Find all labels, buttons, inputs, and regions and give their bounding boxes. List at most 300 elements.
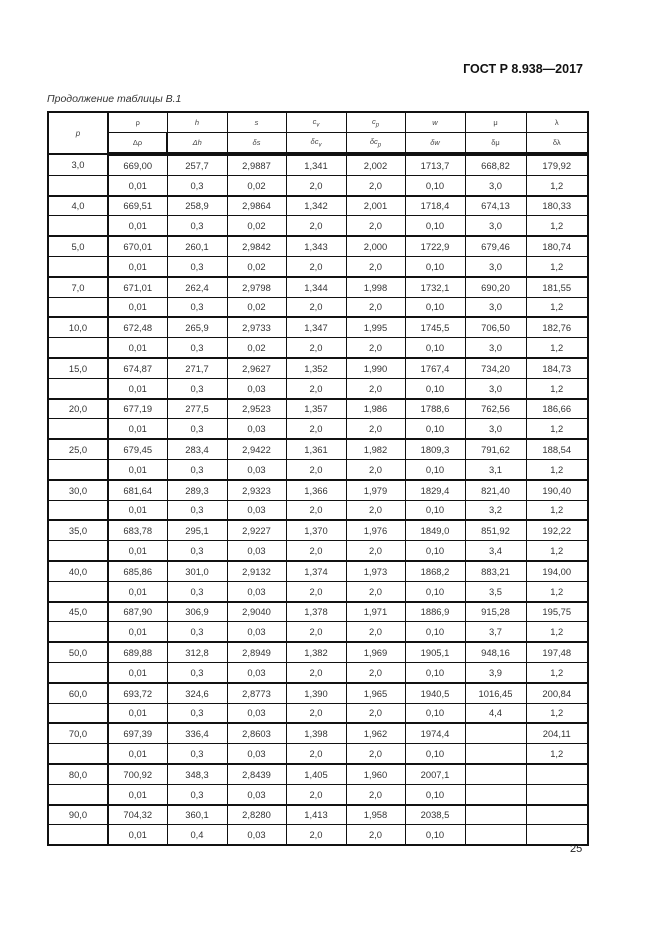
uncertainty-cell: 0,03 (227, 825, 286, 845)
uncertainty-cell: 1,2 (526, 216, 588, 236)
value-cell: 295,1 (167, 520, 227, 540)
uncertainty-cell: 2,0 (346, 419, 405, 439)
value-cell: 1,990 (346, 358, 405, 378)
value-cell: 336,4 (167, 723, 227, 743)
uncertainty-cell: 0,3 (167, 581, 227, 601)
uncertainty-cell: 3,1 (465, 459, 526, 479)
document-code: ГОСТ Р 8.938—2017 (463, 62, 583, 76)
uncertainty-cell: 0,01 (108, 541, 167, 561)
uncertainty-cell: 0,3 (167, 256, 227, 276)
uncertainty-cell: 0,03 (227, 662, 286, 682)
uncertainty-cell: 0,02 (227, 338, 286, 358)
table-row-uncertainty (48, 175, 588, 195)
uncertainty-cell: 2,0 (346, 256, 405, 276)
value-cell: 679,45 (108, 439, 167, 459)
table-row-uncertainty (48, 459, 588, 479)
uncertainty-cell: 3,0 (465, 419, 526, 439)
uncertainty-cell: 2,0 (286, 703, 346, 723)
value-cell: 190,40 (526, 480, 588, 500)
value-cell: 1718,4 (405, 196, 465, 216)
value-cell: 1940,5 (405, 683, 465, 703)
value-cell: 1,370 (286, 520, 346, 540)
value-cell: 204,11 (526, 723, 588, 743)
empty-pressure-cell (48, 744, 108, 764)
value-cell: 671,01 (108, 277, 167, 297)
value-cell: 679,46 (465, 236, 526, 256)
uncertainty-cell: 2,0 (346, 378, 405, 398)
uncertainty-cell: 0,10 (405, 622, 465, 642)
uncertainty-cell: 3,0 (465, 216, 526, 236)
uncertainty-cell: 0,01 (108, 419, 167, 439)
value-cell: 179,92 (526, 154, 588, 175)
uncertainty-cell: 1,2 (526, 541, 588, 561)
uncertainty-cell: 0,3 (167, 703, 227, 723)
value-cell: 1829,4 (405, 480, 465, 500)
uncertainty-cell: 0,10 (405, 419, 465, 439)
uncertainty-cell: 0,3 (167, 744, 227, 764)
value-cell: 2,9132 (227, 561, 286, 581)
empty-pressure-cell (48, 703, 108, 723)
uncertainty-cell: 2,0 (346, 216, 405, 236)
table-row-uncertainty (48, 581, 588, 601)
uncertainty-cell (526, 784, 588, 804)
uncertainty-cell: 0,01 (108, 378, 167, 398)
uncertainty-cell: 0,01 (108, 500, 167, 520)
empty-pressure-cell (48, 459, 108, 479)
uncertainty-cell: 0,10 (405, 216, 465, 236)
value-cell: 192,22 (526, 520, 588, 540)
uncertainty-cell: 3,0 (465, 378, 526, 398)
pressure-cell: 70,0 (48, 723, 108, 743)
table-row-uncertainty (48, 744, 588, 764)
value-cell: 289,3 (167, 480, 227, 500)
value-cell: 1,382 (286, 642, 346, 662)
table-row-values (48, 154, 588, 175)
value-cell: 672,48 (108, 317, 167, 337)
empty-pressure-cell (48, 784, 108, 804)
table-row-values (48, 358, 588, 378)
uncertainty-cell: 0,02 (227, 175, 286, 195)
pressure-cell: 7,0 (48, 277, 108, 297)
column-header-5: $c_p$ (346, 112, 405, 133)
table-caption: Продолжение таблицы В.1 (47, 93, 182, 105)
uncertainty-cell: 2,0 (346, 744, 405, 764)
value-cell: 706,50 (465, 317, 526, 337)
value-cell: 1905,1 (405, 642, 465, 662)
value-cell: 258,9 (167, 196, 227, 216)
uncertainty-cell: 0,10 (405, 825, 465, 845)
uncertainty-cell: 2,0 (286, 256, 346, 276)
uncertainty-cell: 2,0 (286, 175, 346, 195)
uncertainty-cell: 0,10 (405, 784, 465, 804)
value-cell: 2,9887 (227, 154, 286, 175)
value-cell: 1,405 (286, 764, 346, 784)
value-cell: 197,48 (526, 642, 588, 662)
value-cell: 2,9422 (227, 439, 286, 459)
value-cell: 1974,4 (405, 723, 465, 743)
table-row-values (48, 520, 588, 540)
uncertainty-cell: 3,0 (465, 297, 526, 317)
uncertainty-cell: 1,2 (526, 703, 588, 723)
table-row-values (48, 561, 588, 581)
value-cell: 312,8 (167, 642, 227, 662)
uncertainty-cell: 0,03 (227, 703, 286, 723)
value-cell: 1849,0 (405, 520, 465, 540)
table-row-values (48, 236, 588, 256)
uncertainty-cell: 0,03 (227, 541, 286, 561)
value-cell: 1722,9 (405, 236, 465, 256)
value-cell: 195,75 (526, 602, 588, 622)
uncertainty-cell: 0,10 (405, 500, 465, 520)
uncertainty-cell: 0,10 (405, 297, 465, 317)
uncertainty-cell: 0,01 (108, 744, 167, 764)
uncertainty-cell: 2,0 (346, 175, 405, 195)
uncertainty-cell: 3,2 (465, 500, 526, 520)
value-cell: 1,965 (346, 683, 405, 703)
pressure-cell: 60,0 (48, 683, 108, 703)
value-cell: 181,55 (526, 277, 588, 297)
uncertainty-cell: 0,3 (167, 784, 227, 804)
value-cell (526, 805, 588, 825)
pressure-cell: 80,0 (48, 764, 108, 784)
uncertainty-cell: 2,0 (286, 541, 346, 561)
uncertainty-cell: 0,10 (405, 459, 465, 479)
uncertainty-cell: 0,01 (108, 622, 167, 642)
value-cell: 1,361 (286, 439, 346, 459)
uncertainty-cell: 0,03 (227, 784, 286, 804)
value-cell: 180,33 (526, 196, 588, 216)
empty-pressure-cell (48, 581, 108, 601)
empty-pressure-cell (48, 297, 108, 317)
value-cell: 1745,5 (405, 317, 465, 337)
uncertainty-cell: 0,10 (405, 541, 465, 561)
uncertainty-cell: 0,01 (108, 459, 167, 479)
table-row-uncertainty (48, 378, 588, 398)
pressure-cell: 50,0 (48, 642, 108, 662)
value-cell: 186,66 (526, 399, 588, 419)
value-cell: 669,00 (108, 154, 167, 175)
uncertainty-cell: 0,01 (108, 825, 167, 845)
uncertainty-cell: 0,01 (108, 581, 167, 601)
value-cell: 182,76 (526, 317, 588, 337)
value-cell: 1,979 (346, 480, 405, 500)
value-cell: 1,347 (286, 317, 346, 337)
uncertainty-cell: 0,10 (405, 338, 465, 358)
value-cell: 704,32 (108, 805, 167, 825)
value-cell: 200,84 (526, 683, 588, 703)
value-cell: 1,998 (346, 277, 405, 297)
value-cell: 262,4 (167, 277, 227, 297)
uncertainty-cell: 0,03 (227, 459, 286, 479)
pressure-cell: 20,0 (48, 399, 108, 419)
value-cell: 2,9842 (227, 236, 286, 256)
table-row-values (48, 277, 588, 297)
data-table (47, 111, 589, 846)
uncertainty-cell: 1,2 (526, 662, 588, 682)
value-cell: 734,20 (465, 358, 526, 378)
value-cell: 689,88 (108, 642, 167, 662)
empty-pressure-cell (48, 338, 108, 358)
value-cell: 1809,3 (405, 439, 465, 459)
value-cell: 2,9323 (227, 480, 286, 500)
value-cell: 1,398 (286, 723, 346, 743)
table-row-uncertainty (48, 216, 588, 236)
uncertainty-cell: 0,01 (108, 175, 167, 195)
value-cell: 697,39 (108, 723, 167, 743)
value-cell: 1713,7 (405, 154, 465, 175)
column-uncertainty-header-5: $\delta c_p$ (346, 133, 405, 155)
uncertainty-cell: 2,0 (346, 581, 405, 601)
uncertainty-cell: 3,4 (465, 541, 526, 561)
column-uncertainty-header-2: Δh (167, 133, 227, 155)
column-header-3: s (227, 112, 286, 133)
value-cell (465, 764, 526, 784)
value-cell: 1,366 (286, 480, 346, 500)
uncertainty-cell: 0,01 (108, 703, 167, 723)
uncertainty-cell: 0,3 (167, 500, 227, 520)
value-cell: 1,960 (346, 764, 405, 784)
value-cell: 2,9227 (227, 520, 286, 540)
empty-pressure-cell (48, 541, 108, 561)
uncertainty-cell: 1,2 (526, 378, 588, 398)
value-cell: 1,982 (346, 439, 405, 459)
value-cell: 687,90 (108, 602, 167, 622)
uncertainty-cell: 1,2 (526, 622, 588, 642)
uncertainty-cell: 2,0 (286, 378, 346, 398)
value-cell: 2038,5 (405, 805, 465, 825)
column-header-1: ρ (108, 112, 167, 133)
table-row-uncertainty (48, 825, 588, 845)
uncertainty-cell: 0,10 (405, 703, 465, 723)
uncertainty-cell: 1,2 (526, 175, 588, 195)
uncertainty-cell: 4,4 (465, 703, 526, 723)
uncertainty-cell: 2,0 (346, 784, 405, 804)
value-cell: 677,19 (108, 399, 167, 419)
value-cell: 2,9733 (227, 317, 286, 337)
pressure-cell: 25,0 (48, 439, 108, 459)
value-cell (526, 764, 588, 784)
table-row-uncertainty (48, 703, 588, 723)
uncertainty-cell: 2,0 (286, 784, 346, 804)
uncertainty-cell: 2,0 (346, 500, 405, 520)
uncertainty-cell: 0,10 (405, 581, 465, 601)
uncertainty-cell: 2,0 (286, 622, 346, 642)
table-row-uncertainty (48, 256, 588, 276)
uncertainty-cell: 0,03 (227, 500, 286, 520)
table-row-values (48, 805, 588, 825)
uncertainty-cell: 0,03 (227, 622, 286, 642)
table-row-uncertainty (48, 541, 588, 561)
uncertainty-cell: 0,3 (167, 459, 227, 479)
uncertainty-cell: 0,03 (227, 581, 286, 601)
uncertainty-cell: 1,2 (526, 297, 588, 317)
column-uncertainty-header-3: δs (227, 133, 286, 155)
value-cell: 791,62 (465, 439, 526, 459)
pressure-cell: 15,0 (48, 358, 108, 378)
empty-pressure-cell (48, 419, 108, 439)
uncertainty-cell: 2,0 (286, 581, 346, 601)
value-cell: 683,78 (108, 520, 167, 540)
value-cell: 184,73 (526, 358, 588, 378)
value-cell: 2,8280 (227, 805, 286, 825)
uncertainty-cell: 0,3 (167, 297, 227, 317)
value-cell: 1,995 (346, 317, 405, 337)
value-cell: 2,9627 (227, 358, 286, 378)
value-cell: 2,9798 (227, 277, 286, 297)
column-uncertainty-header-7: δμ (465, 133, 526, 155)
table-row-values (48, 642, 588, 662)
value-cell: 915,28 (465, 602, 526, 622)
value-cell: 1,962 (346, 723, 405, 743)
uncertainty-cell: 0,3 (167, 216, 227, 236)
uncertainty-cell: 2,0 (286, 419, 346, 439)
value-cell: 2,002 (346, 154, 405, 175)
uncertainty-cell: 0,3 (167, 541, 227, 561)
value-cell: 1,378 (286, 602, 346, 622)
uncertainty-cell: 2,0 (286, 662, 346, 682)
value-cell: 1,342 (286, 196, 346, 216)
value-cell: 821,40 (465, 480, 526, 500)
uncertainty-cell: 0,03 (227, 378, 286, 398)
uncertainty-cell: 1,2 (526, 500, 588, 520)
empty-pressure-cell (48, 378, 108, 398)
uncertainty-cell: 2,0 (346, 459, 405, 479)
pressure-cell: 3,0 (48, 154, 108, 175)
uncertainty-cell: 0,10 (405, 256, 465, 276)
value-cell: 2,8949 (227, 642, 286, 662)
table-row-uncertainty (48, 419, 588, 439)
table-row-values (48, 439, 588, 459)
value-cell: 700,92 (108, 764, 167, 784)
value-cell: 1732,1 (405, 277, 465, 297)
value-cell: 271,7 (167, 358, 227, 378)
value-cell: 2,8773 (227, 683, 286, 703)
column-header-2: h (167, 112, 227, 133)
uncertainty-cell: 2,0 (346, 297, 405, 317)
value-cell: 2,8603 (227, 723, 286, 743)
table-row-uncertainty (48, 622, 588, 642)
uncertainty-cell: 3,5 (465, 581, 526, 601)
value-cell: 301,0 (167, 561, 227, 581)
value-cell: 1,352 (286, 358, 346, 378)
uncertainty-cell: 0,02 (227, 216, 286, 236)
value-cell: 1,971 (346, 602, 405, 622)
uncertainty-cell: 0,4 (167, 825, 227, 845)
uncertainty-cell: 2,0 (286, 216, 346, 236)
table-row-uncertainty (48, 662, 588, 682)
value-cell: 2,9040 (227, 602, 286, 622)
header-row-symbols (48, 112, 588, 133)
value-cell: 685,86 (108, 561, 167, 581)
uncertainty-cell: 0,10 (405, 744, 465, 764)
value-cell: 1,976 (346, 520, 405, 540)
value-cell: 348,3 (167, 764, 227, 784)
uncertainty-cell: 3,0 (465, 175, 526, 195)
uncertainty-cell: 2,0 (286, 338, 346, 358)
value-cell: 674,13 (465, 196, 526, 216)
table-row-values (48, 399, 588, 419)
uncertainty-cell: 1,2 (526, 419, 588, 439)
value-cell: 681,64 (108, 480, 167, 500)
table-row-values (48, 764, 588, 784)
value-cell: 1,973 (346, 561, 405, 581)
value-cell: 1788,6 (405, 399, 465, 419)
empty-pressure-cell (48, 662, 108, 682)
empty-pressure-cell (48, 622, 108, 642)
uncertainty-cell: 1,2 (526, 338, 588, 358)
empty-pressure-cell (48, 256, 108, 276)
pressure-cell: 10,0 (48, 317, 108, 337)
uncertainty-cell: 0,01 (108, 338, 167, 358)
uncertainty-cell: 2,0 (286, 459, 346, 479)
uncertainty-cell (465, 825, 526, 845)
uncertainty-cell: 0,10 (405, 175, 465, 195)
uncertainty-cell (465, 744, 526, 764)
value-cell: 948,16 (465, 642, 526, 662)
header-row-uncertainty (48, 133, 588, 155)
column-header-pressure: p (48, 112, 108, 154)
value-cell: 669,51 (108, 196, 167, 216)
uncertainty-cell: 0,3 (167, 175, 227, 195)
value-cell: 260,1 (167, 236, 227, 256)
uncertainty-cell: 0,3 (167, 622, 227, 642)
uncertainty-cell: 0,10 (405, 378, 465, 398)
uncertainty-cell: 3,0 (465, 256, 526, 276)
value-cell: 2007,1 (405, 764, 465, 784)
empty-pressure-cell (48, 500, 108, 520)
table-row-uncertainty (48, 500, 588, 520)
value-cell: 257,7 (167, 154, 227, 175)
uncertainty-cell: 2,0 (346, 338, 405, 358)
pressure-cell: 30,0 (48, 480, 108, 500)
uncertainty-cell: 1,2 (526, 581, 588, 601)
value-cell: 2,9523 (227, 399, 286, 419)
value-cell: 1,341 (286, 154, 346, 175)
value-cell (465, 723, 526, 743)
uncertainty-cell (465, 784, 526, 804)
uncertainty-cell: 2,0 (286, 500, 346, 520)
column-header-7: μ (465, 112, 526, 133)
uncertainty-cell: 0,3 (167, 662, 227, 682)
uncertainty-cell: 1,2 (526, 744, 588, 764)
column-uncertainty-header-6: δw (405, 133, 465, 155)
value-cell: 1,343 (286, 236, 346, 256)
uncertainty-cell: 2,0 (346, 541, 405, 561)
value-cell: 1,374 (286, 561, 346, 581)
value-cell: 1,344 (286, 277, 346, 297)
table-row-values (48, 683, 588, 703)
value-cell: 194,00 (526, 561, 588, 581)
table-row-values (48, 196, 588, 216)
value-cell: 324,6 (167, 683, 227, 703)
value-cell: 674,87 (108, 358, 167, 378)
uncertainty-cell: 0,01 (108, 297, 167, 317)
uncertainty-cell: 3,7 (465, 622, 526, 642)
uncertainty-cell: 1,2 (526, 459, 588, 479)
value-cell: 883,21 (465, 561, 526, 581)
value-cell: 693,72 (108, 683, 167, 703)
value-cell: 851,92 (465, 520, 526, 540)
table-row-values (48, 317, 588, 337)
uncertainty-cell: 2,0 (346, 622, 405, 642)
uncertainty-cell: 0,02 (227, 297, 286, 317)
value-cell: 1886,9 (405, 602, 465, 622)
uncertainty-cell: 2,0 (286, 744, 346, 764)
uncertainty-cell: 2,0 (286, 297, 346, 317)
column-header-6: w (405, 112, 465, 133)
value-cell: 1868,2 (405, 561, 465, 581)
value-cell: 1,413 (286, 805, 346, 825)
